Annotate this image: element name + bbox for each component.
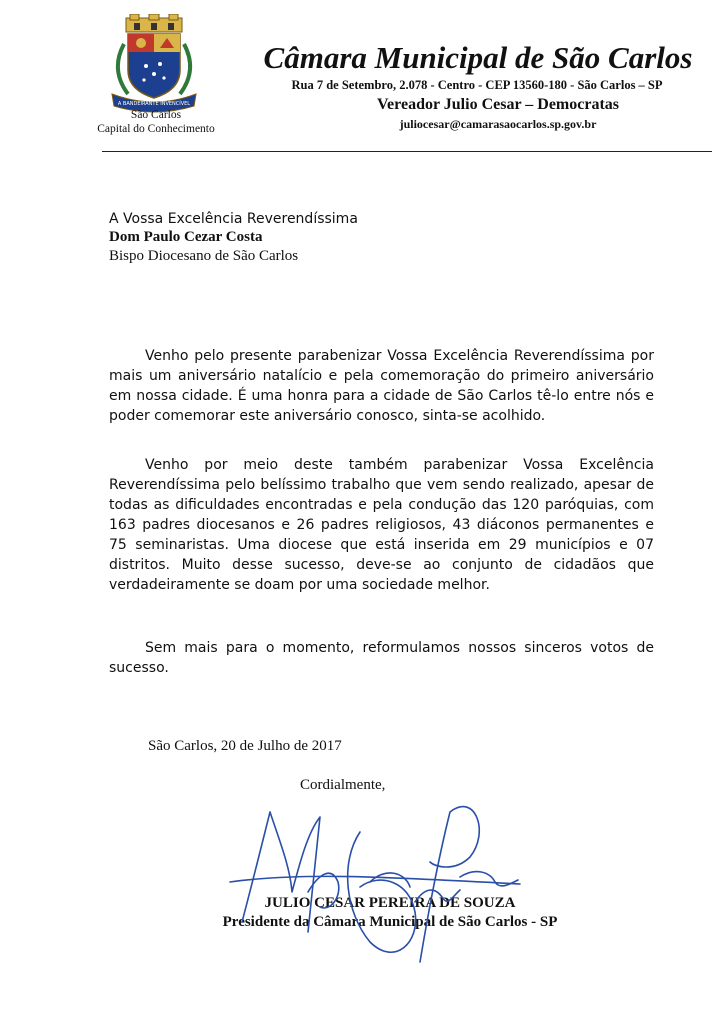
body-paragraph bbox=[109, 455, 654, 595]
body-paragraph bbox=[109, 638, 654, 678]
crest-banner-text: A BANDEIRANTE INVENCÍVEL bbox=[117, 101, 191, 107]
signatory-name: JULIO CESAR PEREIRA DE SOUZA bbox=[264, 895, 516, 911]
contact-email: juliocesar@camarasaocarlos.sp.gov.br bbox=[399, 117, 597, 131]
recipient-name: Dom Paulo Cezar Costa bbox=[109, 229, 263, 245]
paragraph-text: Venho por meio deste também parabenizar Vossa Excelência Reverendíssima pelo belíssimo trabalho que vem sendo realizado, apesar de todas as dificuldades encontradas e pela condução das 120 paróquias, com 163 padres diocesanos e 26 padres religiosos, 43 diáconos permanentes e 75 seminaristas. Uma diocese que está inserida em 29 municípios e 07 distritos. Muito desse sucesso, deve-se ao conjunto de cidadãos que verdadeiramente se doam por uma sociedade melhor. bbox=[109, 457, 654, 593]
signatory-role: Presidente da Câmara Municipal de São Carlos - SP bbox=[222, 914, 558, 930]
councilor-line: Vereador Julio Cesar – Democratas bbox=[376, 96, 620, 113]
handwritten-signature bbox=[220, 772, 540, 982]
city-coat-of-arms-logo bbox=[104, 14, 204, 114]
paragraph-text: Sem mais para o momento, reformulamos nossos sinceros votos de sucesso. bbox=[109, 640, 654, 676]
closing-line: Cordialmente, bbox=[300, 777, 386, 793]
paragraph-text: Venho pelo presente parabenizar Vossa Excelência Reverendíssima por mais um aniversário natalício e pela comemoração do primeiro aniversário em nossa cidade. É uma honra para a cidade de São Carlos tê-lo entre nós e poder comemorar este aniversário conosco, sinta-se acolhido. bbox=[109, 348, 654, 424]
city-name: São Carlos bbox=[130, 109, 182, 121]
place-and-date: São Carlos, 20 de Julho de 2017 bbox=[148, 738, 342, 754]
institution-title: Câmara Municipal de São Carlos bbox=[263, 40, 693, 75]
body-paragraph bbox=[109, 346, 654, 426]
city-caption bbox=[90, 108, 222, 136]
recipient-title: Bispo Diocesano de São Carlos bbox=[109, 248, 299, 264]
institution-address: Rua 7 de Setembro, 2.078 - Centro - CEP 13560-180 - São Carlos – SP bbox=[291, 78, 663, 92]
header-divider bbox=[102, 151, 712, 152]
salutation: A Vossa Excelência Reverendíssima bbox=[109, 211, 358, 227]
city-motto: Capital do Conhecimento bbox=[97, 123, 215, 135]
